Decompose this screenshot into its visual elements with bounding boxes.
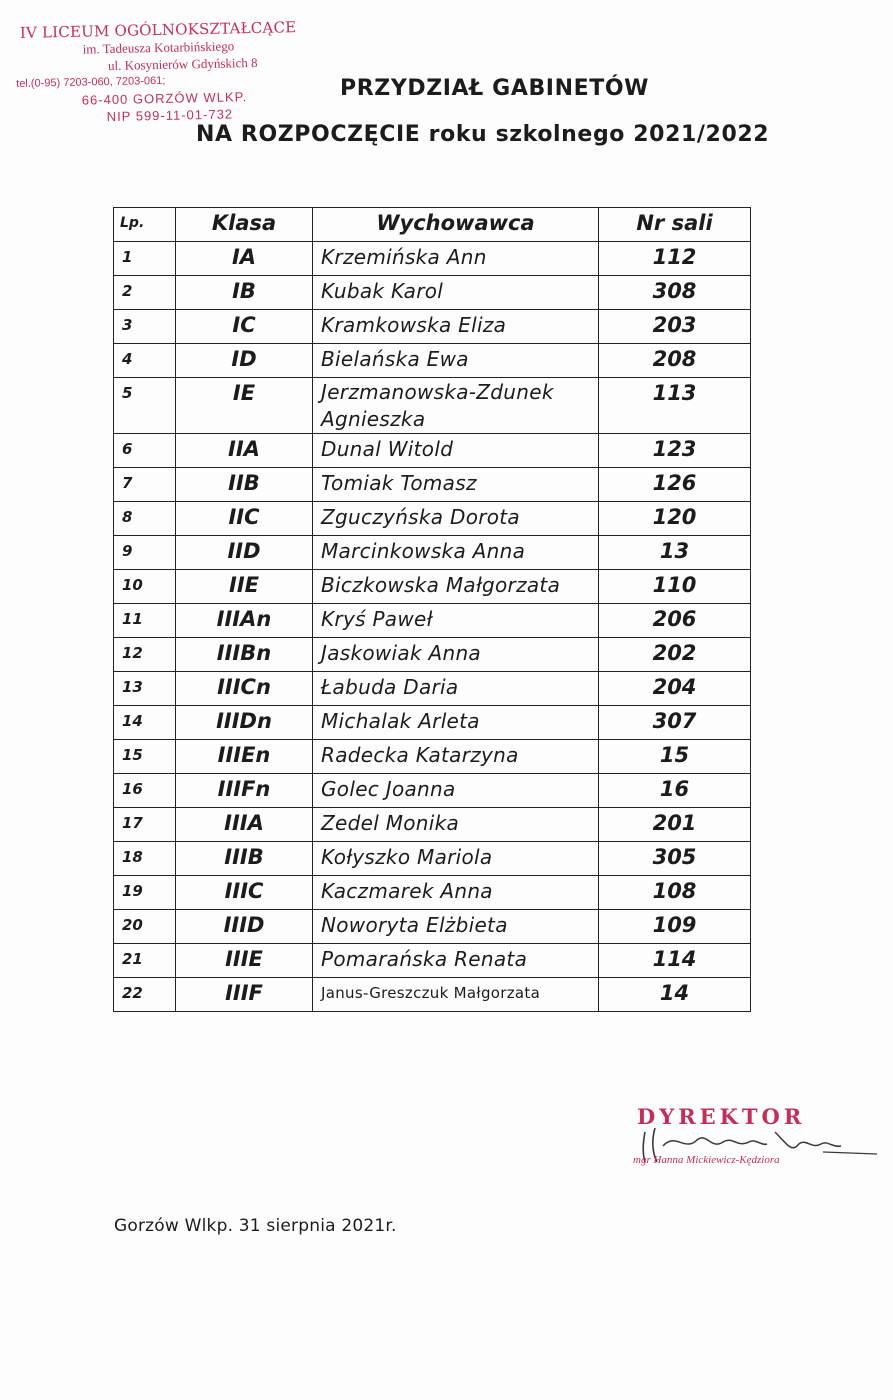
row-teacher: Kołyszko Mariola <box>313 842 599 876</box>
table-row <box>114 978 751 1012</box>
row-teacher: Golec Joanna <box>313 774 599 808</box>
row-teacher: Zguczyńska Dorota <box>313 502 599 536</box>
row-room: 13 <box>599 536 751 570</box>
stamp-phone: tel.(0-95) 7203-060, 7203-061; <box>16 74 166 90</box>
row-lp: 11 <box>114 604 176 638</box>
row-klasa: IIIC <box>176 876 313 910</box>
table-row <box>114 378 751 434</box>
row-klasa: ID <box>176 344 313 378</box>
table-row <box>114 570 751 604</box>
stamp-nip: NIP 599-11-01-732 <box>106 106 234 125</box>
row-teacher: Kryś Paweł <box>313 604 599 638</box>
row-lp: 9 <box>114 536 176 570</box>
row-lp: 18 <box>114 842 176 876</box>
table-row <box>114 672 751 706</box>
row-lp: 10 <box>114 570 176 604</box>
row-lp: 5 <box>114 378 176 434</box>
row-teacher: Łabuda Daria <box>313 672 599 706</box>
table-header-row <box>114 208 751 242</box>
row-klasa: IIIDn <box>176 706 313 740</box>
row-teacher: Biczkowska Małgorzata <box>313 570 599 604</box>
row-room: 204 <box>599 672 751 706</box>
signature-title: DYREKTOR <box>637 1104 806 1129</box>
header-lp: Lp. <box>114 208 176 242</box>
row-lp: 22 <box>114 978 176 1012</box>
room-assignment-table <box>113 207 751 1012</box>
row-room: 308 <box>599 276 751 310</box>
row-lp: 15 <box>114 740 176 774</box>
row-teacher: Marcinkowska Anna <box>313 536 599 570</box>
row-teacher: Bielańska Ewa <box>313 344 599 378</box>
row-teacher: Krzemińska Ann <box>313 242 599 276</box>
row-room: 109 <box>599 910 751 944</box>
row-room: 126 <box>599 468 751 502</box>
row-teacher: Dunal Witold <box>313 434 599 468</box>
row-teacher: Zedel Monika <box>313 808 599 842</box>
table-body <box>114 242 751 1012</box>
row-klasa: IIIA <box>176 808 313 842</box>
row-lp: 16 <box>114 774 176 808</box>
row-lp: 20 <box>114 910 176 944</box>
row-teacher: Kramkowska Eliza <box>313 310 599 344</box>
document-title: PRZYDZIAŁ GABINETÓW <box>340 76 650 101</box>
row-lp: 21 <box>114 944 176 978</box>
row-room: 203 <box>599 310 751 344</box>
row-teacher: Jaskowiak Anna <box>313 638 599 672</box>
row-klasa: IIA <box>176 434 313 468</box>
row-teacher: Michalak Arleta <box>313 706 599 740</box>
row-teacher: Pomarańska Renata <box>313 944 599 978</box>
row-teacher: Kaczmarek Anna <box>313 876 599 910</box>
row-klasa: IB <box>176 276 313 310</box>
table-row <box>114 242 751 276</box>
table-row <box>114 944 751 978</box>
row-klasa: IA <box>176 242 313 276</box>
row-room: 206 <box>599 604 751 638</box>
place-and-date: Gorzów Wlkp. 31 sierpnia 2021r. <box>114 1216 397 1236</box>
table-row <box>114 706 751 740</box>
row-room: 108 <box>599 876 751 910</box>
document-subtitle: NA ROZPOCZĘCIE roku szkolnego 2021/2022 <box>196 122 770 147</box>
row-klasa: IIC <box>176 502 313 536</box>
row-klasa: IIICn <box>176 672 313 706</box>
table-row <box>114 276 751 310</box>
row-klasa: IIIFn <box>176 774 313 808</box>
header-nr-sali: Nr sali <box>599 208 751 242</box>
row-room: 113 <box>599 378 751 434</box>
row-lp: 17 <box>114 808 176 842</box>
table-row <box>114 310 751 344</box>
row-room: 202 <box>599 638 751 672</box>
row-klasa: IIB <box>176 468 313 502</box>
row-lp: 14 <box>114 706 176 740</box>
table-row <box>114 468 751 502</box>
row-teacher: Kubak Karol <box>313 276 599 310</box>
row-lp: 19 <box>114 876 176 910</box>
row-lp: 2 <box>114 276 176 310</box>
row-klasa: IIIB <box>176 842 313 876</box>
table-row <box>114 604 751 638</box>
table-row <box>114 536 751 570</box>
row-klasa: IE <box>176 378 313 434</box>
row-lp: 3 <box>114 310 176 344</box>
row-lp: 12 <box>114 638 176 672</box>
table-row <box>114 638 751 672</box>
row-teacher: Noworyta Elżbieta <box>313 910 599 944</box>
row-teacher: Tomiak Tomasz <box>313 468 599 502</box>
table-row <box>114 808 751 842</box>
table-row <box>114 842 751 876</box>
row-teacher: Jerzmanowska-Zdunek Agnieszka <box>313 378 599 434</box>
stamp-patron: im. Tadeusza Kotarbińskiego <box>82 38 235 57</box>
table-row <box>114 434 751 468</box>
row-lp: 6 <box>114 434 176 468</box>
row-room: 114 <box>599 944 751 978</box>
stamp-street: ul. Kosynierów Gdyńskich 8 <box>107 54 258 74</box>
row-klasa: IIIE <box>176 944 313 978</box>
row-room: 305 <box>599 842 751 876</box>
signature-name: mgr Hanna Mickiewicz-Kędziora <box>633 1154 780 1166</box>
row-room: 120 <box>599 502 751 536</box>
table-row <box>114 910 751 944</box>
row-klasa: IIID <box>176 910 313 944</box>
row-room: 112 <box>599 242 751 276</box>
table-row <box>114 774 751 808</box>
row-room: 307 <box>599 706 751 740</box>
row-teacher: Radecka Katarzyna <box>313 740 599 774</box>
stamp-school-name: IV LICEUM OGÓLNOKSZTAŁCĄCE <box>19 18 297 42</box>
row-teacher: Janus-Greszczuk Małgorzata <box>313 978 599 1012</box>
row-klasa: IC <box>176 310 313 344</box>
row-room: 123 <box>599 434 751 468</box>
header-wychowawca: Wychowawca <box>313 208 599 242</box>
table-row <box>114 344 751 378</box>
director-signature-block <box>615 1102 885 1182</box>
row-room: 208 <box>599 344 751 378</box>
table-row <box>114 740 751 774</box>
row-lp: 13 <box>114 672 176 706</box>
stamp-city: 66-400 GORZÓW WLKP. <box>81 89 248 108</box>
header-klasa: Klasa <box>176 208 313 242</box>
row-room: 16 <box>599 774 751 808</box>
row-klasa: IID <box>176 536 313 570</box>
row-room: 110 <box>599 570 751 604</box>
row-lp: 4 <box>114 344 176 378</box>
school-stamp <box>13 19 305 127</box>
row-room: 14 <box>599 978 751 1012</box>
row-klasa: IIIEn <box>176 740 313 774</box>
table-row <box>114 876 751 910</box>
row-klasa: IIIAn <box>176 604 313 638</box>
row-lp: 8 <box>114 502 176 536</box>
row-klasa: IIE <box>176 570 313 604</box>
row-lp: 7 <box>114 468 176 502</box>
row-klasa: IIIF <box>176 978 313 1012</box>
row-lp: 1 <box>114 242 176 276</box>
row-klasa: IIIBn <box>176 638 313 672</box>
row-room: 201 <box>599 808 751 842</box>
row-room: 15 <box>599 740 751 774</box>
table-row <box>114 502 751 536</box>
